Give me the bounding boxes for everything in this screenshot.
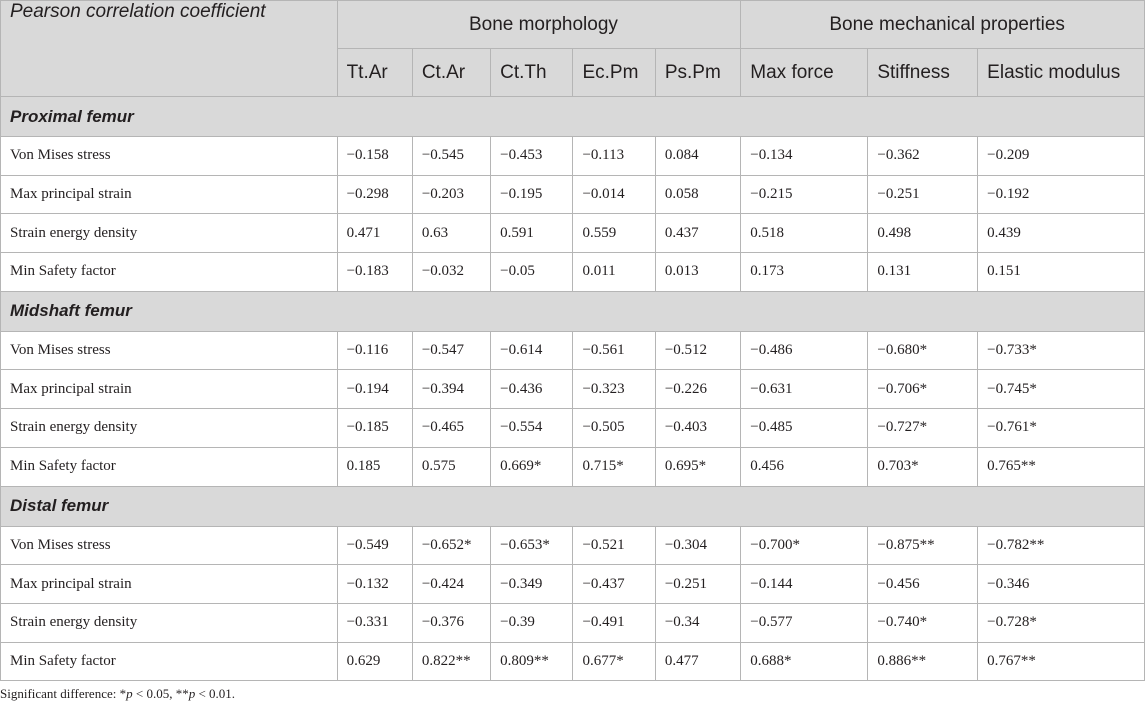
row-label: Strain energy density bbox=[1, 603, 338, 642]
table-cell: −0.652* bbox=[412, 526, 490, 565]
header-group-row bbox=[1, 1, 1145, 49]
row-label: Von Mises stress bbox=[1, 331, 338, 370]
table-cell: 0.013 bbox=[655, 253, 740, 292]
column-header: Ps.Pm bbox=[655, 49, 740, 97]
table-cell: −0.304 bbox=[655, 526, 740, 565]
table-cell: −0.194 bbox=[337, 370, 412, 409]
table-cell: −0.554 bbox=[491, 409, 573, 448]
table-cell: −0.251 bbox=[868, 175, 978, 214]
table-cell: 0.715* bbox=[573, 447, 655, 486]
row-label: Max principal strain bbox=[1, 175, 338, 214]
table-cell: 0.437 bbox=[655, 214, 740, 253]
table-cell: −0.209 bbox=[978, 137, 1145, 176]
table-cell: −0.251 bbox=[655, 565, 740, 604]
column-header: Elastic modulus bbox=[978, 49, 1145, 97]
row-label: Max principal strain bbox=[1, 370, 338, 409]
table-cell: −0.376 bbox=[412, 603, 490, 642]
footnote-prefix: Significant difference: * bbox=[0, 686, 127, 701]
table-row bbox=[1, 137, 1145, 176]
table-cell: −0.486 bbox=[741, 331, 868, 370]
table-cell: −0.394 bbox=[412, 370, 490, 409]
table-cell: −0.653* bbox=[491, 526, 573, 565]
table-cell: −0.545 bbox=[412, 137, 490, 176]
table-cell: −0.700* bbox=[741, 526, 868, 565]
table-cell: −0.491 bbox=[573, 603, 655, 642]
table-cell: 0.477 bbox=[655, 642, 740, 681]
section-row bbox=[1, 486, 1145, 526]
table-cell: −0.403 bbox=[655, 409, 740, 448]
table-cell: −0.485 bbox=[741, 409, 868, 448]
table-cell: −0.144 bbox=[741, 565, 868, 604]
table-row bbox=[1, 526, 1145, 565]
table-cell: 0.559 bbox=[573, 214, 655, 253]
table-cell: 0.575 bbox=[412, 447, 490, 486]
table-row bbox=[1, 447, 1145, 486]
section-title: Proximal femur bbox=[1, 97, 1145, 137]
table-cell: −0.453 bbox=[491, 137, 573, 176]
column-header: Ec.Pm bbox=[573, 49, 655, 97]
row-label: Von Mises stress bbox=[1, 526, 338, 565]
table-row bbox=[1, 565, 1145, 604]
table-cell: −0.349 bbox=[491, 565, 573, 604]
table-cell: 0.886** bbox=[868, 642, 978, 681]
footnote-mid: < 0.05, ** bbox=[132, 686, 189, 701]
table-cell: −0.113 bbox=[573, 137, 655, 176]
row-label: Max principal strain bbox=[1, 565, 338, 604]
table-cell: 0.765** bbox=[978, 447, 1145, 486]
table-row bbox=[1, 214, 1145, 253]
table-cell: −0.226 bbox=[655, 370, 740, 409]
table-cell: −0.561 bbox=[573, 331, 655, 370]
table-cell: −0.733* bbox=[978, 331, 1145, 370]
table-cell: −0.116 bbox=[337, 331, 412, 370]
table-cell: 0.131 bbox=[868, 253, 978, 292]
table-cell: −0.512 bbox=[655, 331, 740, 370]
table-cell: −0.032 bbox=[412, 253, 490, 292]
row-label: Strain energy density bbox=[1, 409, 338, 448]
table-row bbox=[1, 370, 1145, 409]
column-header: Ct.Ar bbox=[412, 49, 490, 97]
section-title: Distal femur bbox=[1, 486, 1145, 526]
table-cell: −0.547 bbox=[412, 331, 490, 370]
table-cell: 0.456 bbox=[741, 447, 868, 486]
table-cell: −0.014 bbox=[573, 175, 655, 214]
row-label: Min Safety factor bbox=[1, 253, 338, 292]
table-cell: −0.875** bbox=[868, 526, 978, 565]
table-cell: −0.158 bbox=[337, 137, 412, 176]
footnote-suffix: < 0.01. bbox=[195, 686, 236, 701]
row-label: Von Mises stress bbox=[1, 137, 338, 176]
column-header: Ct.Th bbox=[491, 49, 573, 97]
footnote bbox=[0, 686, 235, 702]
table-cell: −0.185 bbox=[337, 409, 412, 448]
table-row bbox=[1, 603, 1145, 642]
row-label: Strain energy density bbox=[1, 214, 338, 253]
table-cell: −0.331 bbox=[337, 603, 412, 642]
table-cell: 0.439 bbox=[978, 214, 1145, 253]
table-cell: −0.132 bbox=[337, 565, 412, 604]
table-cell: 0.151 bbox=[978, 253, 1145, 292]
table-cell: −0.34 bbox=[655, 603, 740, 642]
table-cell: −0.298 bbox=[337, 175, 412, 214]
table-cell: 0.173 bbox=[741, 253, 868, 292]
table-cell: −0.614 bbox=[491, 331, 573, 370]
table-cell: −0.192 bbox=[978, 175, 1145, 214]
section-title: Midshaft femur bbox=[1, 291, 1145, 331]
table-cell: 0.703* bbox=[868, 447, 978, 486]
row-label: Min Safety factor bbox=[1, 642, 338, 681]
table-cell: −0.203 bbox=[412, 175, 490, 214]
table-cell: −0.05 bbox=[491, 253, 573, 292]
table-cell: 0.688* bbox=[741, 642, 868, 681]
section-row bbox=[1, 291, 1145, 331]
table-cell: −0.39 bbox=[491, 603, 573, 642]
table-cell: −0.745* bbox=[978, 370, 1145, 409]
table-row bbox=[1, 642, 1145, 681]
table-row bbox=[1, 409, 1145, 448]
table-cell: −0.577 bbox=[741, 603, 868, 642]
table-cell: 0.677* bbox=[573, 642, 655, 681]
table-cell: 0.629 bbox=[337, 642, 412, 681]
group-header-morphology: Bone morphology bbox=[337, 1, 741, 49]
column-header: Max force bbox=[741, 49, 868, 97]
table-cell: −0.346 bbox=[978, 565, 1145, 604]
table-cell: −0.362 bbox=[868, 137, 978, 176]
table-cell: 0.471 bbox=[337, 214, 412, 253]
table-cell: 0.011 bbox=[573, 253, 655, 292]
table-cell: −0.680* bbox=[868, 331, 978, 370]
footnote-p-symbol: p bbox=[188, 686, 196, 701]
table-cell: −0.728* bbox=[978, 603, 1145, 642]
table-cell: −0.465 bbox=[412, 409, 490, 448]
table-cell: 0.058 bbox=[655, 175, 740, 214]
table-cell: −0.706* bbox=[868, 370, 978, 409]
column-header: Stiffness bbox=[868, 49, 978, 97]
table-cell: 0.669* bbox=[491, 447, 573, 486]
group-header-mechanical: Bone mechanical properties bbox=[741, 1, 1145, 49]
section-row bbox=[1, 97, 1145, 137]
row-label: Min Safety factor bbox=[1, 447, 338, 486]
table-cell: −0.323 bbox=[573, 370, 655, 409]
table-cell: 0.809** bbox=[491, 642, 573, 681]
table-cell: −0.727* bbox=[868, 409, 978, 448]
table-cell: −0.195 bbox=[491, 175, 573, 214]
table-cell: 0.63 bbox=[412, 214, 490, 253]
table-row bbox=[1, 253, 1145, 292]
table-cell: −0.424 bbox=[412, 565, 490, 604]
table-cell: −0.436 bbox=[491, 370, 573, 409]
table-cell: −0.505 bbox=[573, 409, 655, 448]
table-row bbox=[1, 331, 1145, 370]
table-cell: −0.521 bbox=[573, 526, 655, 565]
table-cell: 0.518 bbox=[741, 214, 868, 253]
table-cell: −0.215 bbox=[741, 175, 868, 214]
table-cell: 0.185 bbox=[337, 447, 412, 486]
table-cell: 0.822** bbox=[412, 642, 490, 681]
table-cell: −0.134 bbox=[741, 137, 868, 176]
table-cell: −0.761* bbox=[978, 409, 1145, 448]
table-cell: 0.498 bbox=[868, 214, 978, 253]
table-cell: 0.591 bbox=[491, 214, 573, 253]
table-cell: −0.782** bbox=[978, 526, 1145, 565]
table-row bbox=[1, 175, 1145, 214]
table-cell: −0.549 bbox=[337, 526, 412, 565]
column-header: Tt.Ar bbox=[337, 49, 412, 97]
table-cell: −0.740* bbox=[868, 603, 978, 642]
corner-label: Pearson correlation coefficient bbox=[1, 1, 338, 97]
footnote-p-symbol: p bbox=[126, 686, 133, 701]
table-cell: 0.767** bbox=[978, 642, 1145, 681]
table-cell: −0.631 bbox=[741, 370, 868, 409]
table-body bbox=[1, 97, 1145, 681]
table-cell: 0.084 bbox=[655, 137, 740, 176]
table-cell: 0.695* bbox=[655, 447, 740, 486]
table-cell: −0.456 bbox=[868, 565, 978, 604]
table-cell: −0.437 bbox=[573, 565, 655, 604]
table-cell: −0.183 bbox=[337, 253, 412, 292]
